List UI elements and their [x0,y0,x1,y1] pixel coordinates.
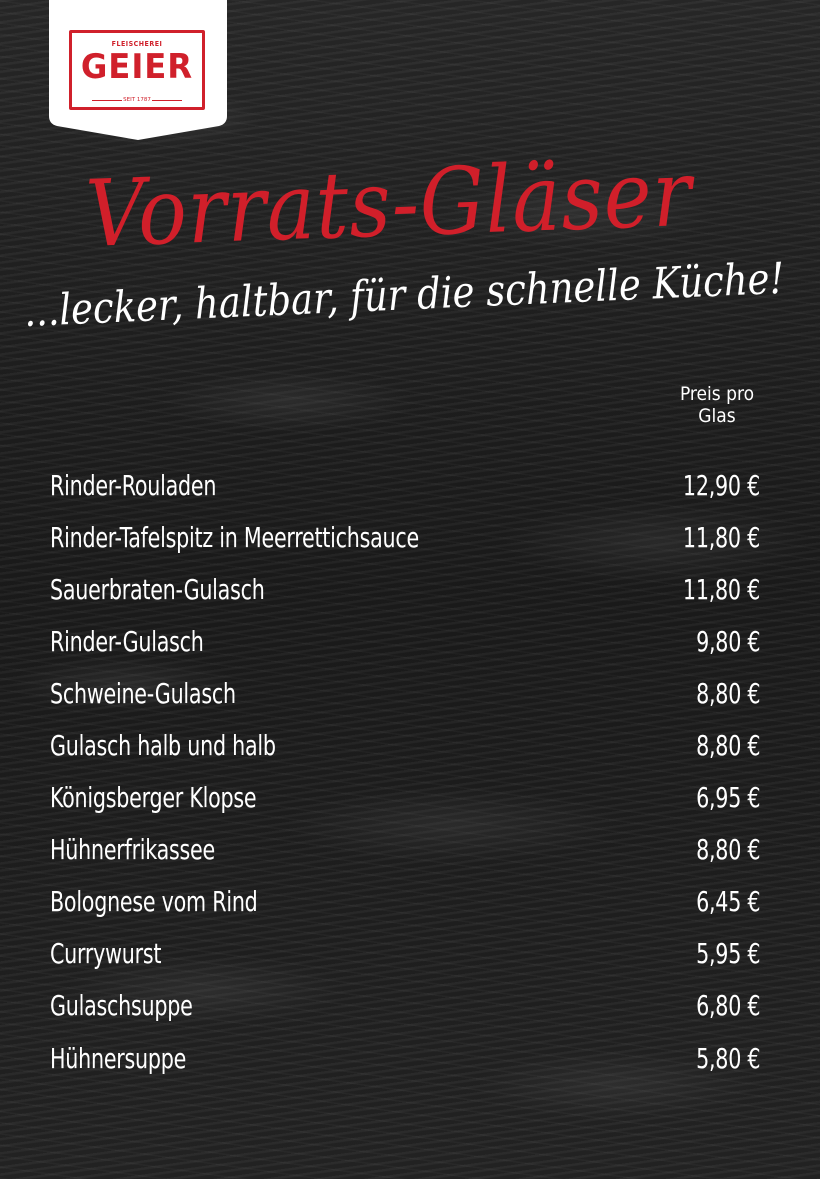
product-name: Hühnersuppe [50,1041,187,1075]
product-row [50,772,760,824]
logo-frame [69,30,205,110]
logo-badge [49,0,227,140]
price-header-line2: Glas [698,405,736,427]
product-name: Rinder-Rouladen [50,468,217,502]
product-price: 8,80 € [695,676,760,710]
product-price: 9,80 € [695,624,760,658]
product-row [50,719,760,771]
product-name: Hühnerfrikassee [50,833,215,867]
product-row [50,615,760,667]
price-header-line1: Preis pro [679,383,755,405]
logo-wordmark: GEIER [80,47,194,87]
product-row [50,511,760,563]
product-price: 8,80 € [695,729,760,763]
product-price: 6,95 € [695,781,760,815]
product-price: 6,80 € [695,989,760,1023]
product-price: 5,80 € [695,1041,760,1075]
product-price: 12,90 € [682,468,760,502]
product-row [50,980,760,1032]
page-subtitle: ...lecker, haltbar, für die schnelle Küche! [22,253,786,337]
product-name: Rinder-Tafelspitz in Meerrettichsauce [50,520,419,554]
product-price: 8,80 € [695,833,760,867]
product-row [50,563,760,615]
product-list [50,459,760,1084]
logo-divider-right [152,100,182,101]
product-row [50,1032,760,1084]
product-price: 5,95 € [695,937,760,971]
product-price: 11,80 € [682,520,760,554]
product-row [50,667,760,719]
price-column-header [664,383,770,427]
logo-tagline: FLEISCHEREI [111,40,163,48]
product-row [50,459,760,511]
product-name: Sauerbraten-Gulasch [50,572,265,606]
logo-since: SEIT 1787 [123,97,151,103]
page-title: Vorrats-Gläser [84,139,694,268]
product-row [50,876,760,928]
product-price: 11,80 € [682,572,760,606]
product-name: Currywurst [50,937,162,971]
product-name: Rinder-Gulasch [50,624,204,658]
product-name: Königsberger Klopse [50,781,257,815]
product-row [50,928,760,980]
product-price: 6,45 € [695,885,760,919]
product-name: Gulasch halb und halb [50,729,276,763]
product-row [50,824,760,876]
product-name: Schweine-Gulasch [50,676,236,710]
product-name: Bolognese vom Rind [50,885,258,919]
product-name: Gulaschsuppe [50,989,193,1023]
